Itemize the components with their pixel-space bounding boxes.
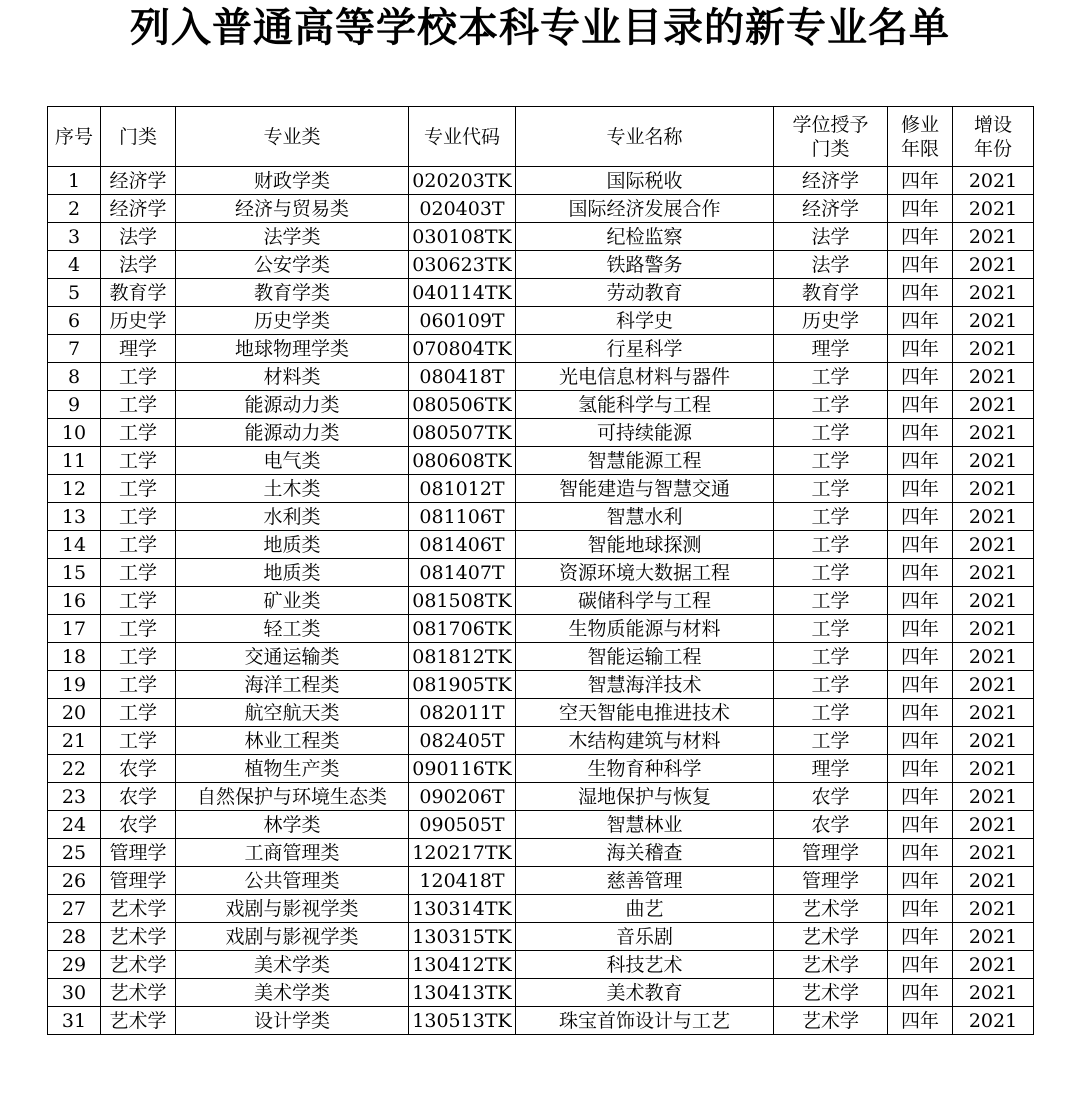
- cell-years: 四年: [888, 447, 953, 475]
- cell-degree: 艺术学: [774, 951, 888, 979]
- cell-no: 27: [48, 895, 101, 923]
- cell-category: 法学: [101, 223, 176, 251]
- col-header-years-line1: 修业: [900, 113, 939, 136]
- cell-major-class: 公安学类: [176, 251, 409, 279]
- cell-code: 090116TK: [409, 755, 516, 783]
- cell-years: 四年: [888, 951, 953, 979]
- cell-degree: 工学: [774, 587, 888, 615]
- cell-code: 130412TK: [409, 951, 516, 979]
- table-body: [48, 167, 1034, 1035]
- cell-major-class: 财政学类: [176, 167, 409, 195]
- cell-degree: 艺术学: [774, 1007, 888, 1035]
- cell-no: 24: [48, 811, 101, 839]
- cell-major-class: 能源动力类: [176, 391, 409, 419]
- cell-degree: 艺术学: [774, 979, 888, 1007]
- cell-code: 130315TK: [409, 923, 516, 951]
- cell-category: 管理学: [101, 839, 176, 867]
- col-header-degree: [774, 107, 888, 167]
- cell-name: 慈善管理: [516, 867, 774, 895]
- table-row: [48, 671, 1034, 699]
- cell-year-added: 2021: [953, 167, 1034, 195]
- cell-year-added: 2021: [953, 811, 1034, 839]
- cell-major-class: 自然保护与环境生态类: [176, 783, 409, 811]
- cell-years: 四年: [888, 615, 953, 643]
- cell-no: 5: [48, 279, 101, 307]
- cell-degree: 工学: [774, 475, 888, 503]
- cell-no: 26: [48, 867, 101, 895]
- cell-major-class: 航空航天类: [176, 699, 409, 727]
- cell-category: 教育学: [101, 279, 176, 307]
- cell-code: 081406T: [409, 531, 516, 559]
- cell-name: 生物育种科学: [516, 755, 774, 783]
- cell-year-added: 2021: [953, 783, 1034, 811]
- cell-year-added: 2021: [953, 895, 1034, 923]
- table-row: [48, 223, 1034, 251]
- cell-degree: 工学: [774, 419, 888, 447]
- cell-major-class: 教育学类: [176, 279, 409, 307]
- table-row: [48, 1007, 1034, 1035]
- cell-category: 管理学: [101, 867, 176, 895]
- cell-code: 081508TK: [409, 587, 516, 615]
- cell-degree: 法学: [774, 223, 888, 251]
- table-row: [48, 923, 1034, 951]
- cell-code: 080507TK: [409, 419, 516, 447]
- table-row: [48, 951, 1034, 979]
- cell-category: 理学: [101, 335, 176, 363]
- cell-year-added: 2021: [953, 951, 1034, 979]
- cell-code: 081106T: [409, 503, 516, 531]
- cell-years: 四年: [888, 783, 953, 811]
- col-header-code: 专业代码: [409, 107, 516, 167]
- cell-name: 智能建造与智慧交通: [516, 475, 774, 503]
- cell-degree: 历史学: [774, 307, 888, 335]
- cell-major-class: 美术学类: [176, 951, 409, 979]
- cell-year-added: 2021: [953, 279, 1034, 307]
- cell-name: 碳储科学与工程: [516, 587, 774, 615]
- cell-years: 四年: [888, 419, 953, 447]
- cell-code: 081012T: [409, 475, 516, 503]
- cell-degree: 法学: [774, 251, 888, 279]
- cell-code: 060109T: [409, 307, 516, 335]
- cell-major-class: 材料类: [176, 363, 409, 391]
- cell-years: 四年: [888, 671, 953, 699]
- cell-category: 工学: [101, 727, 176, 755]
- cell-year-added: 2021: [953, 195, 1034, 223]
- table-row: [48, 195, 1034, 223]
- cell-category: 农学: [101, 783, 176, 811]
- cell-year-added: 2021: [953, 643, 1034, 671]
- cell-major-class: 矿业类: [176, 587, 409, 615]
- table-row: [48, 335, 1034, 363]
- cell-no: 14: [48, 531, 101, 559]
- table-row: [48, 307, 1034, 335]
- cell-years: 四年: [888, 727, 953, 755]
- cell-major-class: 能源动力类: [176, 419, 409, 447]
- page-title: 列入普通高等学校本科专业目录的新专业名单: [130, 5, 950, 51]
- col-header-degree-line1: 学位授予: [792, 113, 869, 136]
- cell-year-added: 2021: [953, 979, 1034, 1007]
- cell-years: 四年: [888, 587, 953, 615]
- cell-category: 工学: [101, 503, 176, 531]
- table-row: [48, 475, 1034, 503]
- cell-no: 2: [48, 195, 101, 223]
- table-row: [48, 811, 1034, 839]
- cell-name: 可持续能源: [516, 419, 774, 447]
- cell-year-added: 2021: [953, 559, 1034, 587]
- cell-code: 040114TK: [409, 279, 516, 307]
- cell-major-class: 工商管理类: [176, 839, 409, 867]
- table-row: [48, 447, 1034, 475]
- table-row: [48, 559, 1034, 587]
- cell-years: 四年: [888, 811, 953, 839]
- cell-no: 10: [48, 419, 101, 447]
- cell-degree: 理学: [774, 335, 888, 363]
- cell-name: 海关稽查: [516, 839, 774, 867]
- cell-no: 4: [48, 251, 101, 279]
- cell-code: 030623TK: [409, 251, 516, 279]
- cell-year-added: 2021: [953, 503, 1034, 531]
- cell-degree: 管理学: [774, 867, 888, 895]
- cell-name: 纪检监察: [516, 223, 774, 251]
- cell-years: 四年: [888, 195, 953, 223]
- cell-years: 四年: [888, 251, 953, 279]
- col-header-added-line2: 年份: [973, 137, 1012, 160]
- cell-category: 工学: [101, 391, 176, 419]
- cell-year-added: 2021: [953, 419, 1034, 447]
- cell-degree: 工学: [774, 643, 888, 671]
- cell-years: 四年: [888, 335, 953, 363]
- cell-year-added: 2021: [953, 251, 1034, 279]
- cell-name: 科技艺术: [516, 951, 774, 979]
- cell-code: 080506TK: [409, 391, 516, 419]
- cell-major-class: 设计学类: [176, 1007, 409, 1035]
- cell-years: 四年: [888, 279, 953, 307]
- cell-major-class: 公共管理类: [176, 867, 409, 895]
- col-header-added: [953, 107, 1034, 167]
- cell-code: 081905TK: [409, 671, 516, 699]
- cell-years: 四年: [888, 363, 953, 391]
- cell-code: 020403T: [409, 195, 516, 223]
- cell-name: 美术教育: [516, 979, 774, 1007]
- cell-degree: 工学: [774, 447, 888, 475]
- cell-year-added: 2021: [953, 363, 1034, 391]
- table-row: [48, 363, 1034, 391]
- cell-no: 6: [48, 307, 101, 335]
- cell-no: 15: [48, 559, 101, 587]
- col-header-major-class: 专业类: [176, 107, 409, 167]
- cell-years: 四年: [888, 755, 953, 783]
- cell-years: 四年: [888, 559, 953, 587]
- col-header-degree-line2: 门类: [811, 137, 850, 160]
- table-row: [48, 391, 1034, 419]
- cell-code: 130513TK: [409, 1007, 516, 1035]
- table-row: [48, 503, 1034, 531]
- table-row: [48, 419, 1034, 447]
- cell-category: 工学: [101, 671, 176, 699]
- cell-degree: 工学: [774, 559, 888, 587]
- cell-years: 四年: [888, 475, 953, 503]
- cell-name: 资源环境大数据工程: [516, 559, 774, 587]
- cell-name: 智慧水利: [516, 503, 774, 531]
- cell-category: 艺术学: [101, 979, 176, 1007]
- cell-name: 国际经济发展合作: [516, 195, 774, 223]
- cell-code: 020203TK: [409, 167, 516, 195]
- cell-degree: 艺术学: [774, 895, 888, 923]
- cell-no: 29: [48, 951, 101, 979]
- cell-code: 070804TK: [409, 335, 516, 363]
- cell-category: 工学: [101, 587, 176, 615]
- table-row: [48, 699, 1034, 727]
- cell-years: 四年: [888, 867, 953, 895]
- cell-years: 四年: [888, 923, 953, 951]
- cell-category: 艺术学: [101, 1007, 176, 1035]
- cell-year-added: 2021: [953, 223, 1034, 251]
- cell-code: 080418T: [409, 363, 516, 391]
- cell-name: 曲艺: [516, 895, 774, 923]
- cell-major-class: 林业工程类: [176, 727, 409, 755]
- cell-major-class: 交通运输类: [176, 643, 409, 671]
- cell-name: 音乐剧: [516, 923, 774, 951]
- cell-degree: 经济学: [774, 167, 888, 195]
- cell-category: 历史学: [101, 307, 176, 335]
- cell-degree: 工学: [774, 391, 888, 419]
- cell-category: 农学: [101, 755, 176, 783]
- cell-major-class: 经济与贸易类: [176, 195, 409, 223]
- cell-degree: 农学: [774, 783, 888, 811]
- cell-degree: 管理学: [774, 839, 888, 867]
- table-row: [48, 615, 1034, 643]
- col-header-added-line1: 增设: [973, 113, 1012, 136]
- cell-year-added: 2021: [953, 447, 1034, 475]
- table-row: [48, 587, 1034, 615]
- cell-name: 光电信息材料与器件: [516, 363, 774, 391]
- cell-year-added: 2021: [953, 671, 1034, 699]
- cell-code: 080608TK: [409, 447, 516, 475]
- cell-code: 081812TK: [409, 643, 516, 671]
- cell-no: 30: [48, 979, 101, 1007]
- cell-no: 25: [48, 839, 101, 867]
- cell-no: 9: [48, 391, 101, 419]
- cell-category: 艺术学: [101, 895, 176, 923]
- cell-name: 生物质能源与材料: [516, 615, 774, 643]
- cell-code: 081706TK: [409, 615, 516, 643]
- cell-no: 23: [48, 783, 101, 811]
- cell-name: 木结构建筑与材料: [516, 727, 774, 755]
- cell-degree: 工学: [774, 531, 888, 559]
- cell-major-class: 土木类: [176, 475, 409, 503]
- cell-no: 8: [48, 363, 101, 391]
- cell-years: 四年: [888, 531, 953, 559]
- cell-major-class: 美术学类: [176, 979, 409, 1007]
- cell-years: 四年: [888, 895, 953, 923]
- cell-name: 智慧能源工程: [516, 447, 774, 475]
- table-row: [48, 643, 1034, 671]
- col-header-name: 专业名称: [516, 107, 774, 167]
- cell-name: 铁路警务: [516, 251, 774, 279]
- cell-category: 经济学: [101, 195, 176, 223]
- cell-name: 智能地球探测: [516, 531, 774, 559]
- cell-name: 智能运输工程: [516, 643, 774, 671]
- cell-code: 120217TK: [409, 839, 516, 867]
- cell-name: 科学史: [516, 307, 774, 335]
- cell-code: 090206T: [409, 783, 516, 811]
- cell-category: 工学: [101, 643, 176, 671]
- cell-no: 20: [48, 699, 101, 727]
- table-row: [48, 979, 1034, 1007]
- col-header-category: 门类: [101, 107, 176, 167]
- cell-no: 13: [48, 503, 101, 531]
- cell-no: 12: [48, 475, 101, 503]
- cell-category: 工学: [101, 699, 176, 727]
- cell-year-added: 2021: [953, 755, 1034, 783]
- table-row: [48, 167, 1034, 195]
- cell-year-added: 2021: [953, 307, 1034, 335]
- cell-major-class: 植物生产类: [176, 755, 409, 783]
- table-row: [48, 531, 1034, 559]
- cell-degree: 工学: [774, 671, 888, 699]
- cell-year-added: 2021: [953, 727, 1034, 755]
- cell-year-added: 2021: [953, 391, 1034, 419]
- cell-name: 智慧海洋技术: [516, 671, 774, 699]
- cell-degree: 工学: [774, 363, 888, 391]
- cell-major-class: 地球物理学类: [176, 335, 409, 363]
- table-row: [48, 895, 1034, 923]
- cell-degree: 理学: [774, 755, 888, 783]
- cell-years: 四年: [888, 839, 953, 867]
- cell-major-class: 历史学类: [176, 307, 409, 335]
- cell-degree: 工学: [774, 503, 888, 531]
- cell-year-added: 2021: [953, 335, 1034, 363]
- new-majors-table: [47, 106, 1034, 1035]
- cell-code: 130413TK: [409, 979, 516, 1007]
- cell-years: 四年: [888, 391, 953, 419]
- cell-no: 18: [48, 643, 101, 671]
- cell-years: 四年: [888, 643, 953, 671]
- cell-no: 22: [48, 755, 101, 783]
- cell-year-added: 2021: [953, 867, 1034, 895]
- cell-major-class: 地质类: [176, 559, 409, 587]
- col-header-years: [888, 107, 953, 167]
- cell-no: 7: [48, 335, 101, 363]
- cell-degree: 农学: [774, 811, 888, 839]
- cell-category: 农学: [101, 811, 176, 839]
- cell-year-added: 2021: [953, 699, 1034, 727]
- cell-major-class: 林学类: [176, 811, 409, 839]
- cell-name: 珠宝首饰设计与工艺: [516, 1007, 774, 1035]
- table-row: [48, 727, 1034, 755]
- cell-major-class: 海洋工程类: [176, 671, 409, 699]
- cell-year-added: 2021: [953, 475, 1034, 503]
- cell-name: 氢能科学与工程: [516, 391, 774, 419]
- cell-major-class: 戏剧与影视学类: [176, 923, 409, 951]
- cell-category: 工学: [101, 559, 176, 587]
- cell-category: 工学: [101, 363, 176, 391]
- table-row: [48, 279, 1034, 307]
- cell-years: 四年: [888, 223, 953, 251]
- cell-name: 劳动教育: [516, 279, 774, 307]
- cell-category: 法学: [101, 251, 176, 279]
- cell-year-added: 2021: [953, 923, 1034, 951]
- cell-code: 081407T: [409, 559, 516, 587]
- table-header-row: [48, 107, 1034, 167]
- cell-name: 行星科学: [516, 335, 774, 363]
- cell-code: 090505T: [409, 811, 516, 839]
- cell-no: 31: [48, 1007, 101, 1035]
- cell-category: 工学: [101, 419, 176, 447]
- cell-major-class: 法学类: [176, 223, 409, 251]
- cell-years: 四年: [888, 503, 953, 531]
- table-row: [48, 867, 1034, 895]
- cell-year-added: 2021: [953, 839, 1034, 867]
- cell-major-class: 轻工类: [176, 615, 409, 643]
- cell-category: 经济学: [101, 167, 176, 195]
- cell-years: 四年: [888, 699, 953, 727]
- cell-name: 国际税收: [516, 167, 774, 195]
- cell-name: 空天智能电推进技术: [516, 699, 774, 727]
- cell-degree: 工学: [774, 727, 888, 755]
- table-row: [48, 783, 1034, 811]
- cell-year-added: 2021: [953, 587, 1034, 615]
- table-row: [48, 755, 1034, 783]
- cell-degree: 教育学: [774, 279, 888, 307]
- cell-category: 工学: [101, 475, 176, 503]
- cell-code: 120418T: [409, 867, 516, 895]
- cell-no: 21: [48, 727, 101, 755]
- cell-no: 1: [48, 167, 101, 195]
- cell-degree: 工学: [774, 615, 888, 643]
- cell-degree: 工学: [774, 699, 888, 727]
- cell-no: 3: [48, 223, 101, 251]
- cell-degree: 经济学: [774, 195, 888, 223]
- cell-no: 16: [48, 587, 101, 615]
- cell-no: 17: [48, 615, 101, 643]
- cell-years: 四年: [888, 1007, 953, 1035]
- cell-code: 130314TK: [409, 895, 516, 923]
- cell-major-class: 水利类: [176, 503, 409, 531]
- table-row: [48, 839, 1034, 867]
- cell-years: 四年: [888, 307, 953, 335]
- table-row: [48, 251, 1034, 279]
- col-header-no: 序号: [48, 107, 101, 167]
- cell-name: 湿地保护与恢复: [516, 783, 774, 811]
- cell-year-added: 2021: [953, 1007, 1034, 1035]
- cell-category: 艺术学: [101, 923, 176, 951]
- cell-category: 工学: [101, 531, 176, 559]
- cell-category: 工学: [101, 447, 176, 475]
- cell-major-class: 地质类: [176, 531, 409, 559]
- cell-category: 艺术学: [101, 951, 176, 979]
- cell-year-added: 2021: [953, 531, 1034, 559]
- cell-major-class: 电气类: [176, 447, 409, 475]
- cell-name: 智慧林业: [516, 811, 774, 839]
- col-header-years-line2: 年限: [900, 137, 939, 160]
- cell-category: 工学: [101, 615, 176, 643]
- cell-code: 030108TK: [409, 223, 516, 251]
- cell-major-class: 戏剧与影视学类: [176, 895, 409, 923]
- cell-no: 19: [48, 671, 101, 699]
- cell-no: 11: [48, 447, 101, 475]
- cell-code: 082011T: [409, 699, 516, 727]
- cell-code: 082405T: [409, 727, 516, 755]
- cell-years: 四年: [888, 979, 953, 1007]
- cell-years: 四年: [888, 167, 953, 195]
- cell-degree: 艺术学: [774, 923, 888, 951]
- cell-no: 28: [48, 923, 101, 951]
- cell-year-added: 2021: [953, 615, 1034, 643]
